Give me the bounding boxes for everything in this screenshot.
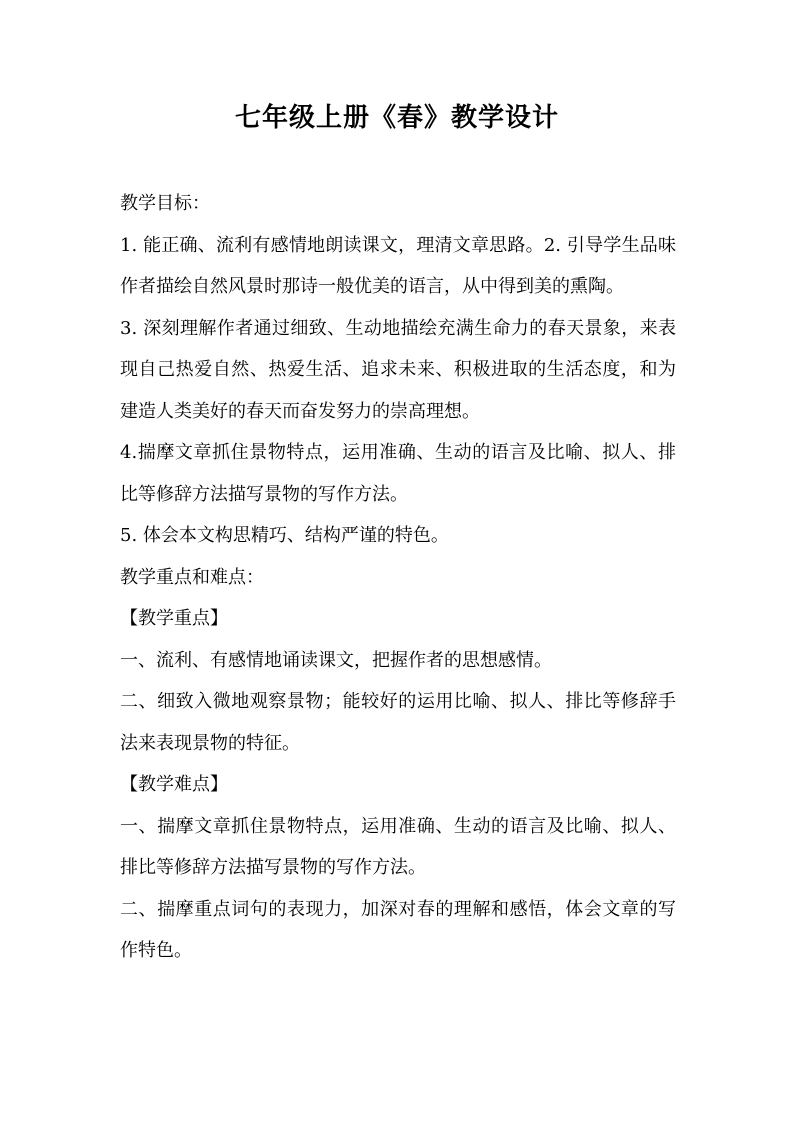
key-point-1: 一、流利、有感情地诵读课文，把握作者的思想感情。: [120, 649, 552, 671]
section-heading-key-points: 教学重点和难点：: [120, 566, 264, 588]
objective-3: 3. 深刻理解作者通过细致、生动地描绘充满生命力的春天景象，来表现自己热爱自然、热爱生活、追求未来、积极进取的生活态度，和为建造人类美好的春天而奋发努力的崇高理想。: [120, 317, 676, 422]
document-title: 七年级上册《春》教学设计: [234, 103, 559, 133]
difficulty-2: 二、揣摩重点词句的表现力，加深对春的理解和感悟，体会文章的写作特色。: [120, 898, 676, 961]
subheading-key-points: 【教学重点】: [120, 608, 228, 629]
section-heading-objectives: 教学目标：: [120, 193, 210, 214]
difficulty-1: 一、揣摩文章抓住景物特点，运用准确、生动的语言及比喻、拟人、排比等修辞方法描写景物的写作方法。: [120, 815, 676, 878]
document-body: [120, 183, 676, 972]
subheading-difficulties: 【教学难点】: [120, 774, 228, 795]
objective-4: 4.揣摩文章抓住景物特点，运用准确、生动的语言及比喻、拟人、排比等修辞方法描写景物的写作方法。: [120, 442, 676, 505]
key-point-2: 二、细致入微地观察景物；能较好的运用比喻、拟人、排比等修辞手法来表现景物的特征。: [120, 691, 676, 754]
objective-5: 5. 体会本文构思精巧、结构严谨的特色。: [120, 525, 449, 546]
objective-1-2: 1. 能正确、流利有感情地朗读课文，理清文章思路。2. 引导学生品味作者描绘自然风景时那诗一般优美的语言，从中得到美的熏陶。: [120, 234, 676, 297]
